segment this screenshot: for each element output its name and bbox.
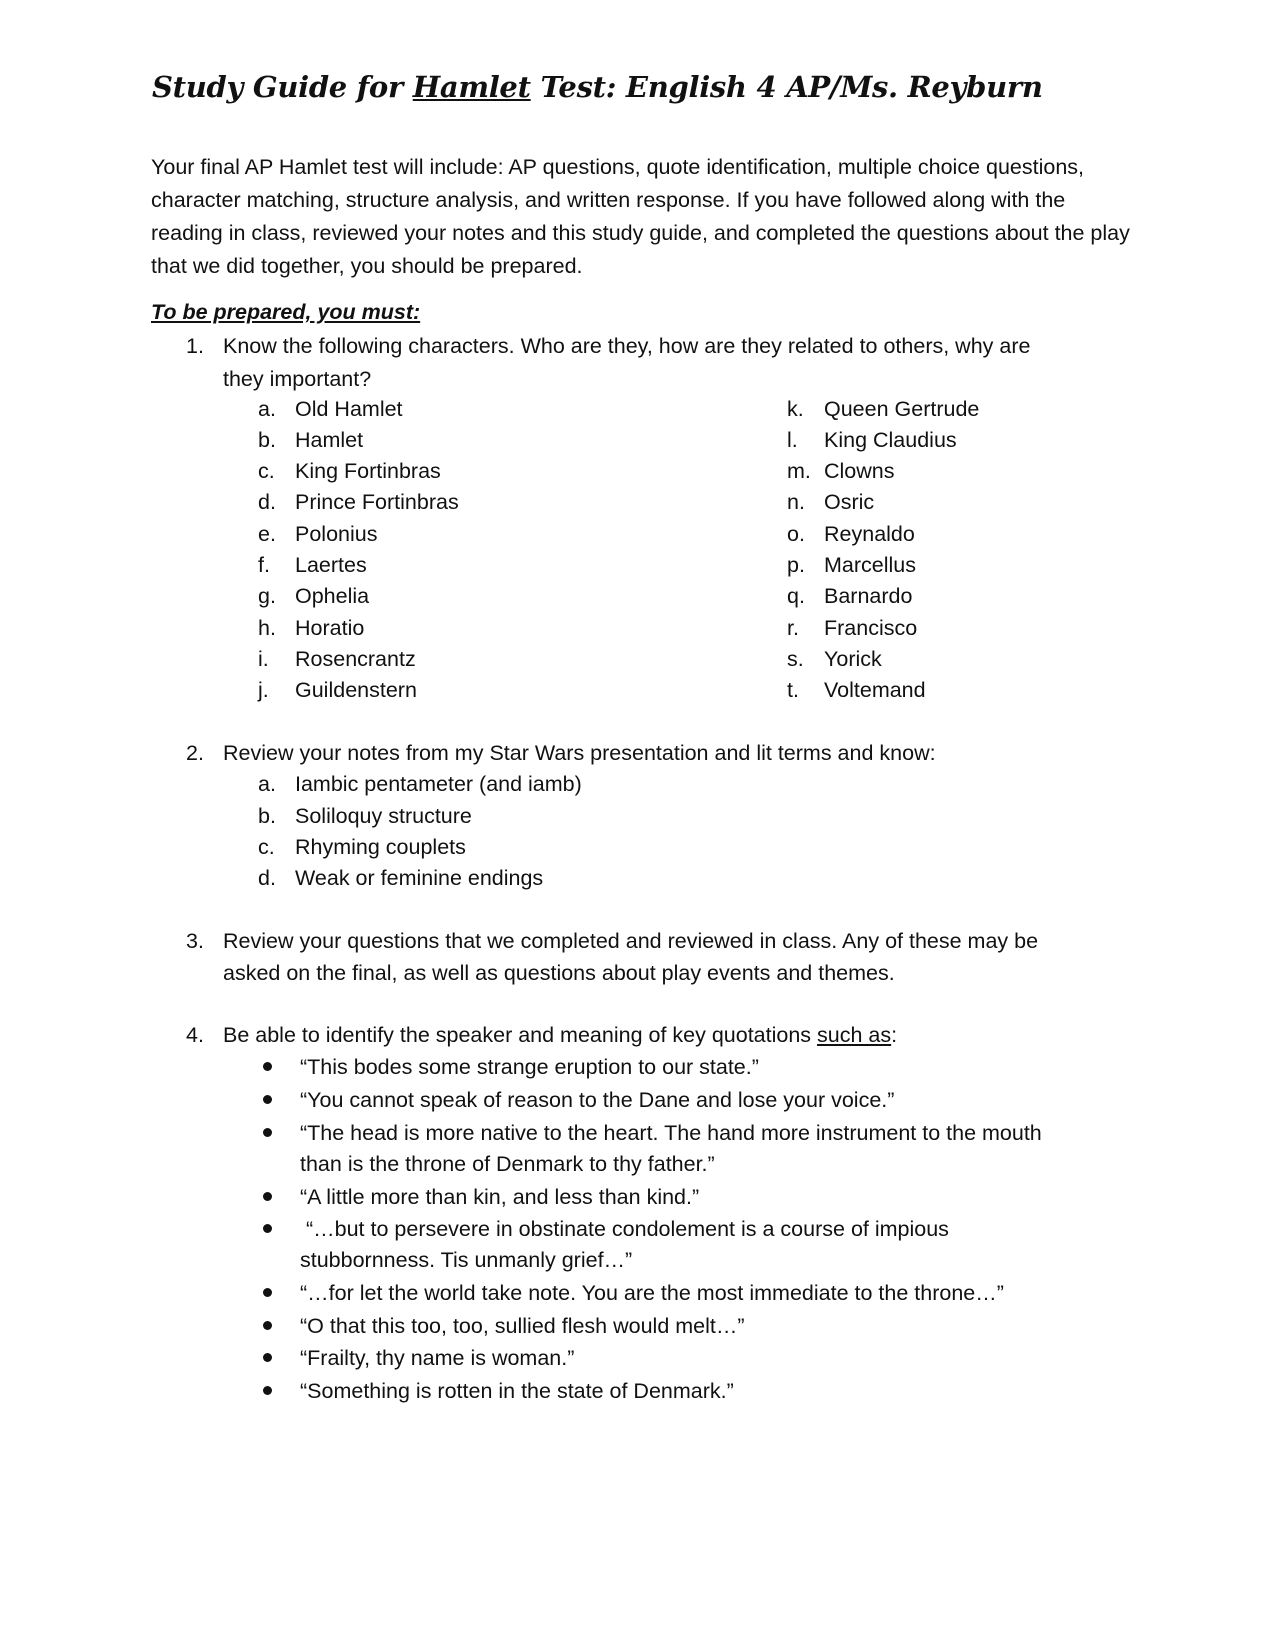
bullet-icon [263, 1224, 272, 1233]
document-title [152, 70, 1043, 104]
bullet-icon [263, 1062, 272, 1071]
item-number: 1. [186, 334, 204, 358]
bullet-icon [263, 1386, 272, 1395]
item-number: 2. [186, 741, 204, 765]
item-text-line2: asked on the final, as well as questions about play events and themes. [223, 961, 895, 985]
section-heading: To be prepared, you must: [151, 300, 421, 324]
bullet-icon [263, 1095, 272, 1104]
title-prefix: Study Guide for [152, 70, 413, 104]
item-text-line2: they important? [223, 367, 372, 391]
item-number: 4. [186, 1023, 204, 1047]
title-play-name: Hamlet [412, 70, 531, 104]
document-page: Study Guide for Hamlet Test: English 4 AP/Ms. Reyburn Your final AP Hamlet test will include: AP questions, quote identification, multiple choice questions, character matching, structure analysis, and written response. If you have followed along with the reading in class, reviewed your notes and this study guide, and completed the questions about the play that we did together, you should be prepared. To be prepared, you must: 1. Know the following characters. Who are they, how are they related to others, why are they important? a. Old Hamlet b. Hamlet c. King Fortinbras d. Prince Fortinbras e. Polonius f. Laertes g. Ophelia h. Horatio i. Rosencrantz j. Guildenstern k. Queen Gertrude l. King Claudius m. Clowns n. Osric o. Reynaldo p. Marcellus q. Barnardo r. Francisco s. Yorick t. Voltemand 2. Review your notes from my Star Wars presentation and lit terms and know: a. Iambic pentameter (and iamb) b. Soliloquy structure c. Rhyming couplets d. Weak or feminine endings 3. Review your questions that we completed and reviewed in class. Any of these may be asked on the final, as well as questions about play events and themes. 4. Be able to identify the speaker and meaning of key quotations such as: “This bodes some strange eruption to our state.” “You cannot speak of reason to the Dane and lose your voice.” “The head is more native to the heart. The hand more instrument to the mouth than is the throne of Denmark to thy father.” “A little more than kin, and less than kind.” “…but to persevere in obstinate condolement is a course of impious stubbornness. Tis unmanly grief…” “…for let the world take note. You are the most immediate to the throne…” “O that this too, too, sullied flesh would melt…” “Frailty, thy name is woman.” “Something is rotten in the state of Denmark.” [151, 70, 1130, 1403]
bullet-icon [263, 1321, 272, 1330]
item-number: 3. [186, 929, 204, 953]
item-text: Be able to identify the speaker and meaning of key quotations such as: [223, 1023, 898, 1047]
item-text: Review your notes from my Star Wars presentation and lit terms and know: [223, 741, 936, 765]
bullet-icon [263, 1353, 272, 1362]
bullet-icon [263, 1288, 272, 1297]
bullet-icon [263, 1192, 272, 1201]
bullet-icon [263, 1128, 272, 1137]
item-text-line1: Review your questions that we completed and reviewed in class. Any of these may be [223, 929, 1039, 953]
title-suffix: Test: English 4 AP/Ms. Reyburn [530, 70, 1043, 104]
intro-paragraph: Your final AP Hamlet test will include: AP questions, quote identification, multiple choice questions, character matching, structure analysis, and written response. If you have followed along with the reading in class, reviewed your notes and this study guide, and completed the questions about the play that we did together, you should be prepared. [151, 155, 1130, 278]
item-text-line1: Know the following characters. Who are they, how are they related to others, why are [223, 334, 1031, 358]
